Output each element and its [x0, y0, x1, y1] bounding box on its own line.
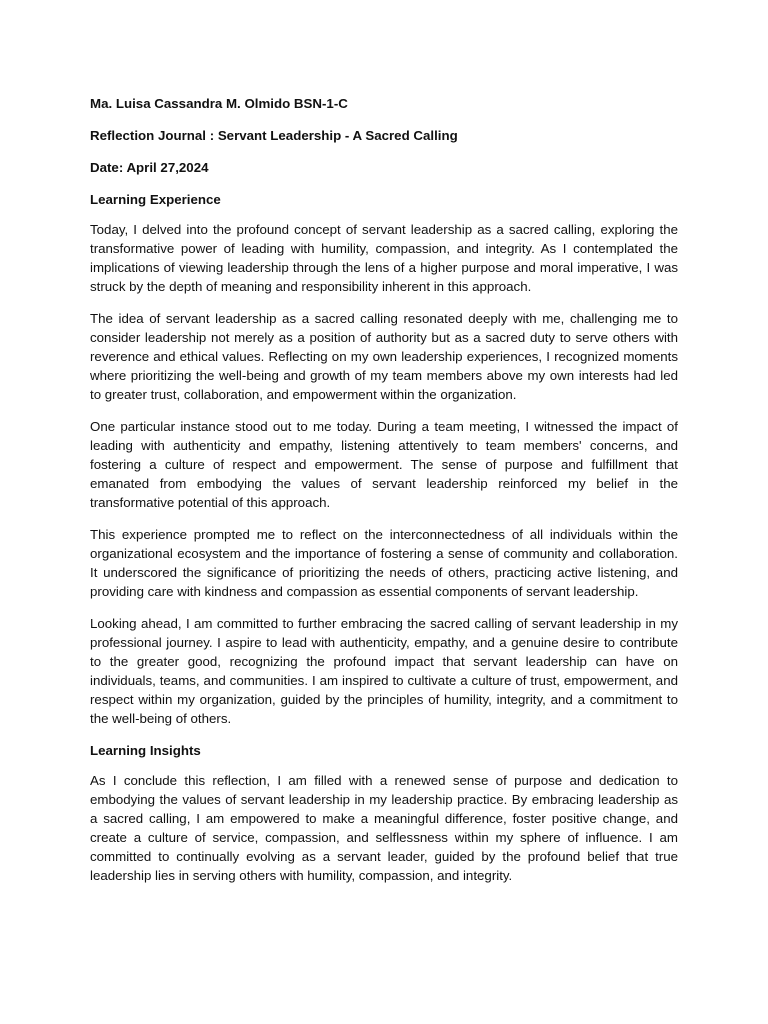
- journal-title: Reflection Journal : Servant Leadership - A Sacred Calling: [90, 128, 458, 143]
- paragraph: As I conclude this reflection, I am filled with a renewed sense of purpose and dedication to embodying the values of servant leadership in my leadership practice. By embracing leadership as a sacred calling, I am empowered to make a meaningful difference, foster positive change, and create a culture of service, compassion, and selflessness within my sphere of influence. I am committed to continually evolving as a servant leader, guided by the profound belief that true leadership lies in serving others with humility, compassion, and integrity.: [90, 773, 678, 883]
- paragraph: Looking ahead, I am committed to further embracing the sacred calling of servant leadership in my professional journey. I aspire to lead with authenticity, empathy, and a genuine desire to contribute to the greater good, recognizing the profound impact that servant leadership can have on individuals, teams, and communities. I am inspired to cultivate a culture of trust, empowerment, and respect within my organization, guided by the principles of humility, integrity, and a commitment to the well-being of others.: [90, 616, 678, 726]
- paragraph: This experience prompted me to reflect on the interconnectedness of all individuals within the organizational ecosystem and the importance of fostering a sense of community and collaboration. It underscored the significance of prioritizing the needs of others, practicing active listening, and providing care with kindness and compassion as essential components of servant leadership.: [90, 527, 678, 599]
- journal-date: Date: April 27,2024: [90, 160, 209, 175]
- author-line: Ma. Luisa Cassandra M. Olmido BSN-1-C: [90, 96, 348, 111]
- section-heading-learning-experience: Learning Experience: [90, 192, 221, 207]
- section-heading-learning-insights: Learning Insights: [90, 743, 201, 758]
- paragraph: The idea of servant leadership as a sacred calling resonated deeply with me, challenging me to consider leadership not merely as a position of authority but as a sacred duty to serve others with reverence and ethical values. Reflecting on my own leadership experiences, I recognized moments where prioritizing the well-being and growth of my team members above my own interests had led to greater trust, collaboration, and empowerment within the organization.: [90, 311, 678, 402]
- paragraph: Today, I delved into the profound concept of servant leadership as a sacred calling, exploring the transformative power of leading with humility, compassion, and integrity. As I contemplated the implications of viewing leadership through the lens of a higher purpose and moral imperative, I was struck by the depth of meaning and responsibility inherent in this approach.: [90, 222, 678, 294]
- paragraph: One particular instance stood out to me today. During a team meeting, I witnessed the impact of leading with authenticity and empathy, listening attentively to team members' concerns, and fostering a culture of respect and empowerment. The sense of purpose and fulfillment that emanated from embodying the values of servant leadership reinforced my belief in the transformative potential of this approach.: [90, 419, 678, 510]
- document-page: [90, 94, 678, 898]
